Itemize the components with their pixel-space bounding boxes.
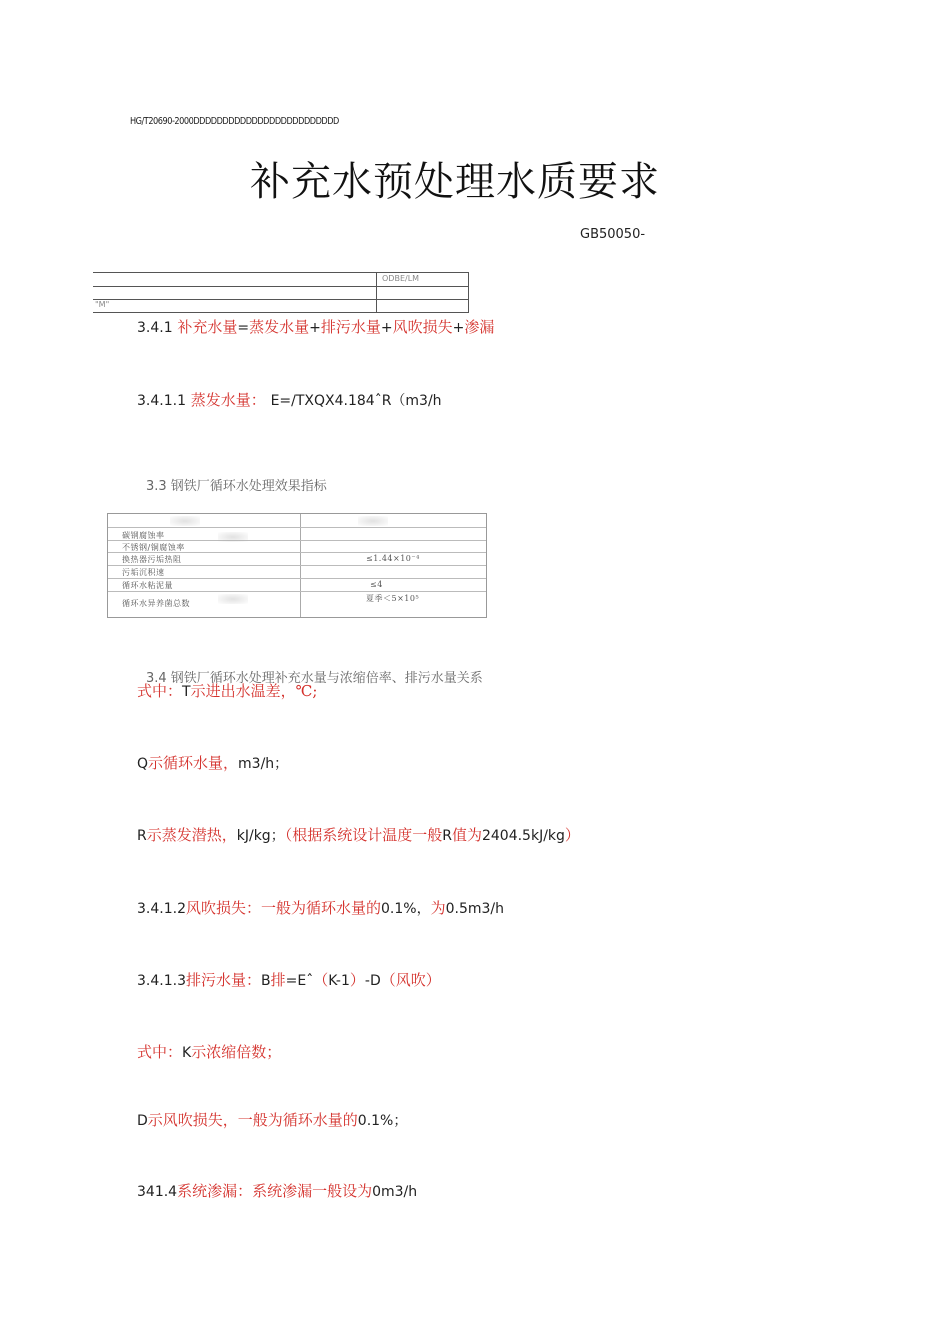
formula-3-4-1 (137, 316, 494, 337)
text-segment: R (442, 828, 452, 844)
text-segment: 示进出水温差，℃; (190, 682, 318, 700)
table-cell: "M" (95, 300, 110, 309)
text-segment: 风吹损失：一般为循环水量的 (185, 899, 381, 917)
table-cell: 碳钢腐蚀率 (122, 531, 165, 540)
table-row (93, 286, 469, 300)
formula-3-4-1-1 (137, 389, 442, 410)
text-segment: 排污水量： (185, 971, 261, 989)
text-segment: （ (313, 971, 329, 989)
table-divider (108, 540, 486, 541)
text-segment: T (182, 684, 191, 700)
text-segment: B (261, 973, 271, 989)
text-segment: 2404.5kJ/kg (481, 828, 565, 844)
standard-reference: GB50050- (580, 227, 646, 242)
table-divider (108, 565, 486, 566)
text-segment: 排 (270, 971, 286, 989)
text-segment: -D (364, 973, 381, 989)
term-label: 蒸发水量： (190, 391, 266, 409)
text-segment: 式中： (137, 682, 183, 700)
table-divider (468, 273, 469, 313)
small-table (93, 272, 469, 313)
scan-artifact (170, 516, 200, 526)
text-segment: m3/h； (238, 756, 289, 772)
text-segment: ） (349, 971, 365, 989)
line-wherein_k (137, 1041, 281, 1062)
text-segment: 值为 (451, 826, 482, 844)
text-segment: 0.1%， (381, 901, 431, 917)
text-segment: 示循环水量， (148, 754, 239, 772)
term: 排污水量 (320, 318, 381, 336)
faded-section-heading: 3.4 钢铁厂循环水处理补充水量与浓缩倍率、排污水量关系 (146, 671, 483, 686)
operator: + (452, 320, 465, 336)
text-segment: 3.4.1.2 (137, 901, 186, 917)
line-r_def (137, 824, 580, 845)
scanned-table (107, 513, 487, 618)
table-divider (108, 591, 486, 592)
text-segment: kJ/kg； (236, 828, 285, 844)
section-number: 3.4.1.1 (137, 393, 186, 409)
table-cell: ≤1.44×10⁻⁴ (366, 554, 420, 563)
table-cell: 夏季＜5×10⁵ (366, 594, 420, 603)
table-cell: 污垢沉积速 (122, 568, 165, 577)
text-segment: Q (137, 756, 149, 772)
term: 蒸发水量 (249, 318, 310, 336)
text-segment: 0m3/h (372, 1184, 418, 1200)
term: 渗漏 (464, 318, 495, 336)
text-segment: =Eˆ (285, 973, 314, 989)
table-cell: 换热器污垢热阻 (122, 555, 182, 564)
line-f_3412 (137, 897, 504, 918)
term: 补充水量 (177, 318, 238, 336)
table-cell: 循环水异养菌总数 (122, 599, 190, 608)
header-standard-code: HG/T20690-2000DDDDDDDDDDDDDDDDDDDDDDDDD (130, 116, 339, 127)
page-title: 补充水预处理水质要求 (250, 159, 660, 205)
text-segment: 为 (430, 899, 446, 917)
table-divider (108, 578, 486, 579)
text-segment: 示蒸发潜热， (146, 826, 237, 844)
operator: + (380, 320, 393, 336)
text-segment: R (137, 828, 147, 844)
section-number: 3.4.1 (137, 320, 173, 336)
line-wherein_t (137, 680, 317, 701)
faded-section-heading: 3.3 钢铁厂循环水处理效果指标 (146, 479, 327, 494)
line-q_def (137, 752, 288, 773)
line-f_3413 (137, 969, 441, 990)
text-segment: D (137, 1113, 148, 1129)
text-segment: 0.5m3/h (445, 901, 504, 917)
text-segment: 0.1%； (357, 1113, 408, 1129)
scan-artifact (218, 532, 248, 542)
line-d_def (137, 1109, 407, 1130)
scan-artifact (218, 594, 248, 604)
operator: + (309, 320, 321, 336)
table-cell: 循环水粘泥量 (122, 581, 173, 590)
operator: = (237, 320, 250, 336)
table-divider (376, 273, 377, 313)
text-segment: （根据系统设计温度一般 (284, 826, 443, 844)
text-segment: K-1 (328, 973, 350, 989)
text-segment: 341.4 (137, 1184, 178, 1200)
text-segment: 式中： (137, 1043, 183, 1061)
table-cell: 不锈钢/铜腐蚀率 (122, 543, 185, 552)
scan-artifact (358, 516, 388, 526)
line-f_3414 (137, 1180, 417, 1201)
text-segment: 系统渗漏：系统渗漏一般设为 (177, 1182, 373, 1200)
text-segment: K (182, 1045, 192, 1061)
formula-expression: E=/TXQX4.184ˆR（m3/h (270, 393, 442, 409)
text-segment: 示风吹损失，一般为循环水量的 (147, 1111, 358, 1129)
table-cell: ODBE/LM (382, 274, 420, 283)
text-segment: 3.4.1.3 (137, 973, 186, 989)
text-segment: ） (564, 826, 580, 844)
table-cell: ≤4 (370, 580, 383, 589)
table-row (93, 299, 469, 313)
text-segment: 示浓缩倍数； (191, 1043, 282, 1061)
text-segment: （风吹） (380, 971, 441, 989)
table-divider (108, 527, 486, 528)
term: 风吹损失 (392, 318, 453, 336)
